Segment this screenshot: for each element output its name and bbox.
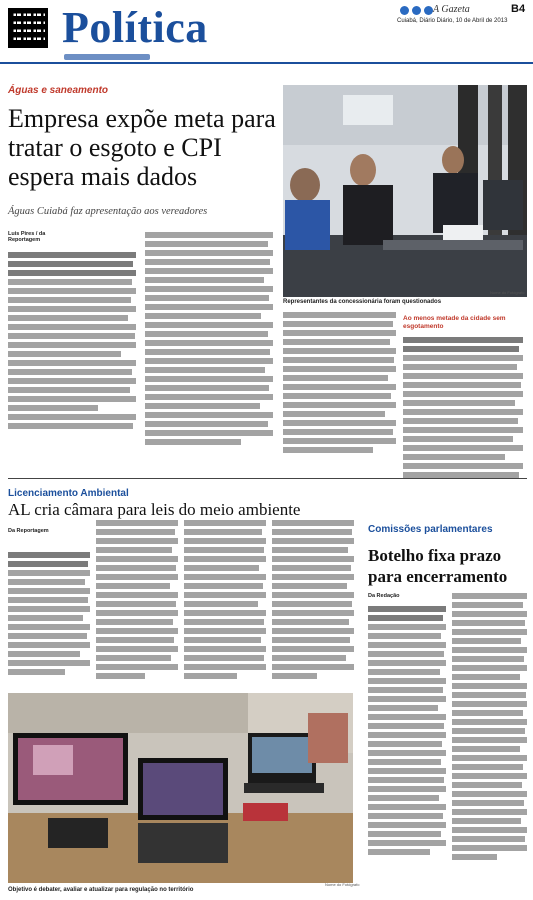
social-icons [400,6,433,15]
story2-photo-caption: Objetivo é debater, avaliar e atualizar para regulação no território [8,887,194,893]
instagram-icon [424,6,433,15]
story1-subtitle: Águas Cuiabá faz apresentação aos vereadores [8,206,208,217]
twitter-icon [412,6,421,15]
story1-box-body [403,337,523,481]
newspaper-name: A Gazeta [433,4,470,15]
page-header [0,0,533,64]
story3-body-col1 [368,606,446,858]
story2-headline: AL cria câmara para leis do meio ambiente [8,500,301,519]
story1-photo-caption: Representantes da concessionária foram questionados [283,299,442,305]
story3-headline: Botelho fixa prazo para encerramento [368,546,508,586]
page-number: B4 [511,3,526,15]
story2-byline: Da Reportagem [8,528,49,534]
qr-code-icon [8,8,48,48]
section-divider [8,478,527,479]
story2-body-col2 [96,520,178,682]
story1-box-title: Ao menos metade da cidade sem esgotamento [403,315,506,330]
story1-photo-credit: Nome do Fotógrafo [490,290,525,295]
story1-headline: Empresa expõe meta para tratar o esgoto e CPI espera mais dados [8,104,276,191]
story2-body-col3 [184,520,266,682]
site-url-bar [64,54,150,60]
story1-photo [283,85,527,297]
story1-body-col3 [283,312,396,456]
story1-body-col1 [8,252,136,432]
facebook-icon [400,6,409,15]
story2-photo [8,693,353,883]
story1-kicker: Águas e saneamento [8,85,109,96]
section-title: Política [62,3,208,52]
dateline: Cuiabá, Diário Diário, 10 de Abril de 2013 [397,18,508,24]
story2-photo-credit: Nome do Fotógrafo [325,882,360,887]
story2-body-col4 [272,520,354,682]
story3-kicker: Comissões parlamentares [368,524,493,535]
story3-body-col2 [452,593,527,863]
story1-byline: Luis Pires / da Reportagem [8,231,46,243]
story2-kicker: Licenciamento Ambiental [8,488,129,499]
story2-body-col1 [8,552,90,678]
story3-byline: Da Redação [368,593,400,599]
story1-body-col2 [145,232,273,448]
